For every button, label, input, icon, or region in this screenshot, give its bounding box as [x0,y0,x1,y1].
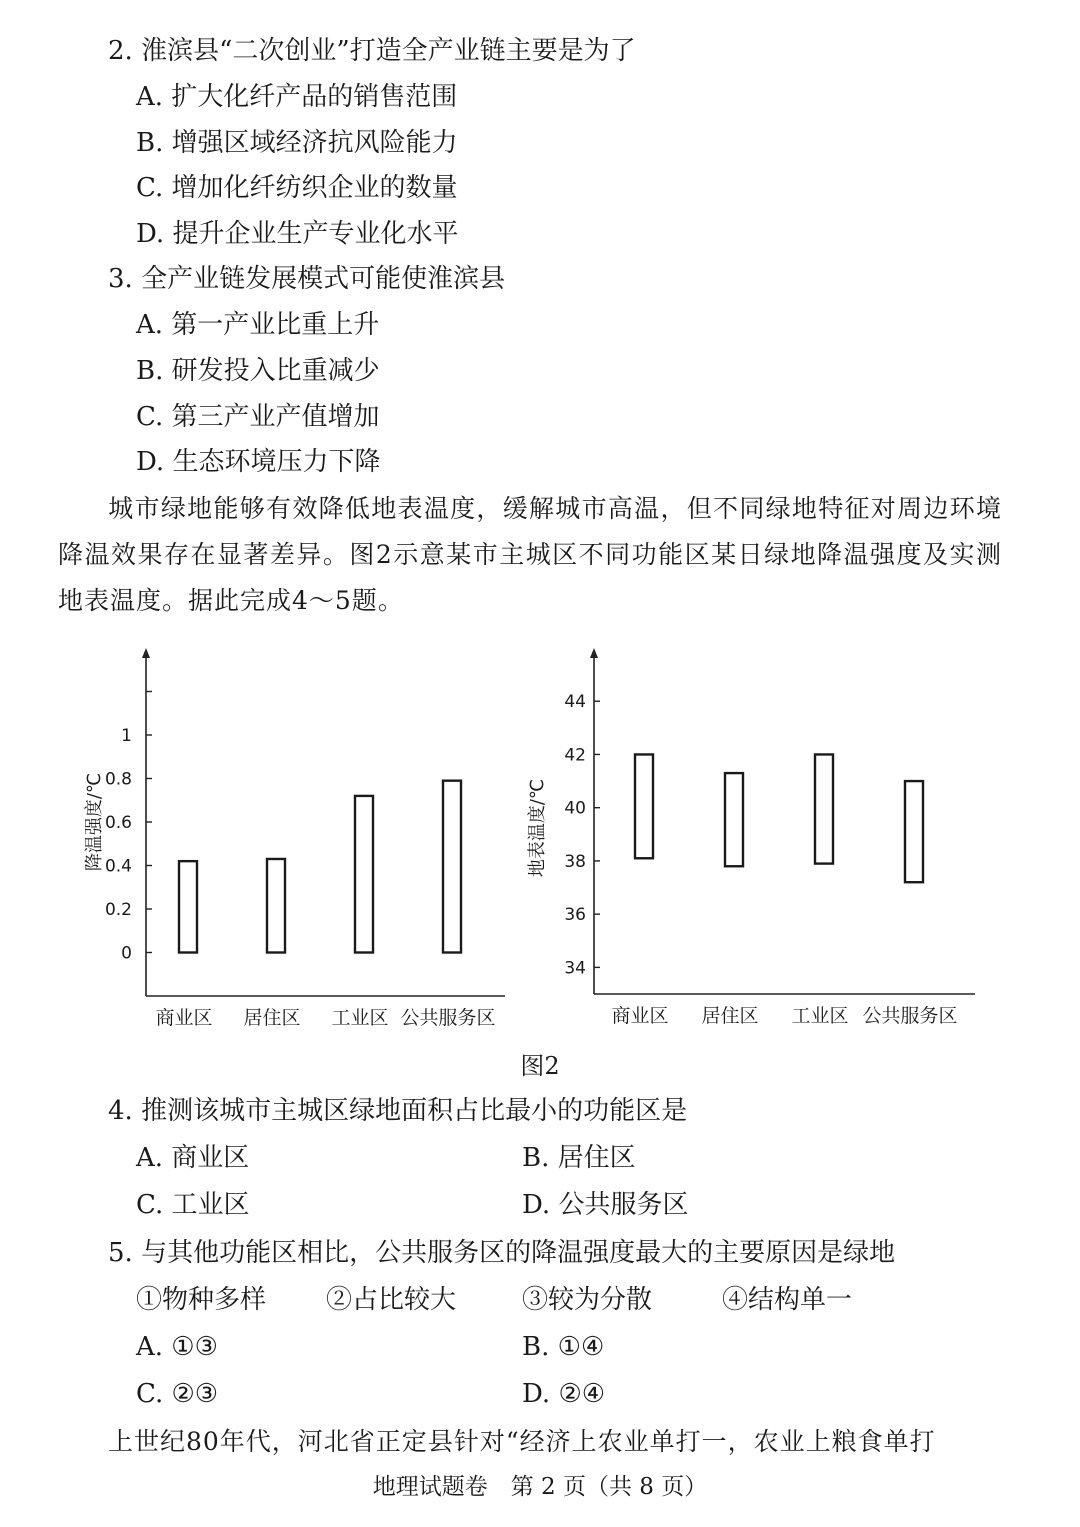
q2-stem: 2. 淮滨县“二次创业”打造全产业链主要是为了 [108,36,636,66]
category-label: 工业区 [791,1005,849,1027]
y-tick-label: 0.4 [104,856,132,877]
category-label: 公共服务区 [862,1005,958,1027]
y-tick-label: 0.8 [104,769,132,790]
page-footer: 地理试题卷 第 2 页（共 8 页） [372,1474,708,1500]
y-tick-label: 0.6 [104,813,132,833]
cooling-intensity-chart [84,648,505,1029]
category-label: 居住区 [701,1005,759,1027]
category-label: 商业区 [611,1005,669,1027]
y-axis-arrow [142,648,150,658]
category-label: 工业区 [331,1007,389,1029]
q3-option-b: B. 研发投入比重减少 [136,356,380,386]
trailing-text: 上世纪80年代，河北省正定县针对“经济上农业单打一，农业上粮食单打 [108,1427,936,1456]
y-tick-label: 42 [564,745,586,766]
range-bar [635,754,653,858]
y-tick-label: 44 [564,692,586,713]
q2-option-b: B. 增强区域经济抗风险能力 [136,128,458,158]
range-bar [443,781,461,953]
q5-item-2: ②占比较大 [326,1285,457,1315]
intro-paragraph [58,486,1002,624]
q2-option-a: A. 扩大化纤产品的销售范围 [136,82,458,112]
q5-option-b: B. ①④ [522,1332,605,1362]
range-bar [267,859,285,953]
y-tick-label: 36 [564,905,586,926]
q5-option-c: C. ②③ [136,1379,219,1409]
q2-option-c: C. 增加化纤纺织企业的数量 [136,173,458,203]
range-bar [355,796,373,953]
q5-item-4: ④结构单一 [722,1285,853,1315]
figure-2 [0,630,1080,1050]
figure-caption: 图2 [520,1052,560,1080]
q3-option-d: D. 生态环境压力下降 [136,447,381,477]
y-tick-label: 0 [121,943,132,964]
y-tick-label: 1 [121,726,132,746]
q4-option-c: C. 工业区 [136,1190,250,1220]
y-axis-arrow [590,648,598,658]
q5-option-a: A. ①③ [136,1332,218,1362]
y-axis-label: 地表温度/℃ [527,778,548,878]
y-tick-label: 38 [564,851,586,872]
range-bar [815,754,833,863]
q5-stem: 5. 与其他功能区相比，公共服务区的降温强度最大的主要原因是绿地 [108,1238,896,1268]
y-tick-label: 34 [564,958,586,979]
range-bar [725,773,743,866]
range-bar [179,861,197,952]
q5-option-d: D. ②④ [522,1379,606,1409]
q5-item-3: ③较为分散 [522,1285,653,1315]
category-label: 商业区 [155,1007,213,1029]
y-tick-label: 0.2 [104,900,132,920]
q3-stem: 3. 全产业链发展模式可能使淮滨县 [108,264,506,294]
category-label: 居住区 [243,1007,301,1029]
q5-item-1: ①物种多样 [136,1285,267,1315]
category-label: 公共服务区 [400,1007,496,1029]
trailing-paragraph [58,1419,1002,1465]
q4-option-d: D. 公共服务区 [522,1190,689,1220]
q4-stem: 4. 推测该城市主城区绿地面积占比最小的功能区是 [108,1096,688,1126]
q4-option-b: B. 居住区 [522,1143,636,1173]
intro-text: 城市绿地能够有效降低地表温度，缓解城市高温，但不同绿地特征对周边环境降温效果存在显著差异。图2示意某市主城区不同功能区某日绿地降温强度及实测地表温度。据此完成4～5题。 [58,494,1002,615]
q3-option-c: C. 第三产业产值增加 [136,402,380,432]
surface-temperature-chart [527,648,975,1027]
q2-option-d: D. 提升企业生产专业化水平 [136,219,459,249]
q3-option-a: A. 第一产业比重上升 [136,310,380,340]
range-bar [905,781,923,882]
q4-option-a: A. 商业区 [136,1143,250,1173]
y-tick-label: 40 [564,798,586,819]
y-axis-label: 降温强度/℃ [84,772,105,872]
